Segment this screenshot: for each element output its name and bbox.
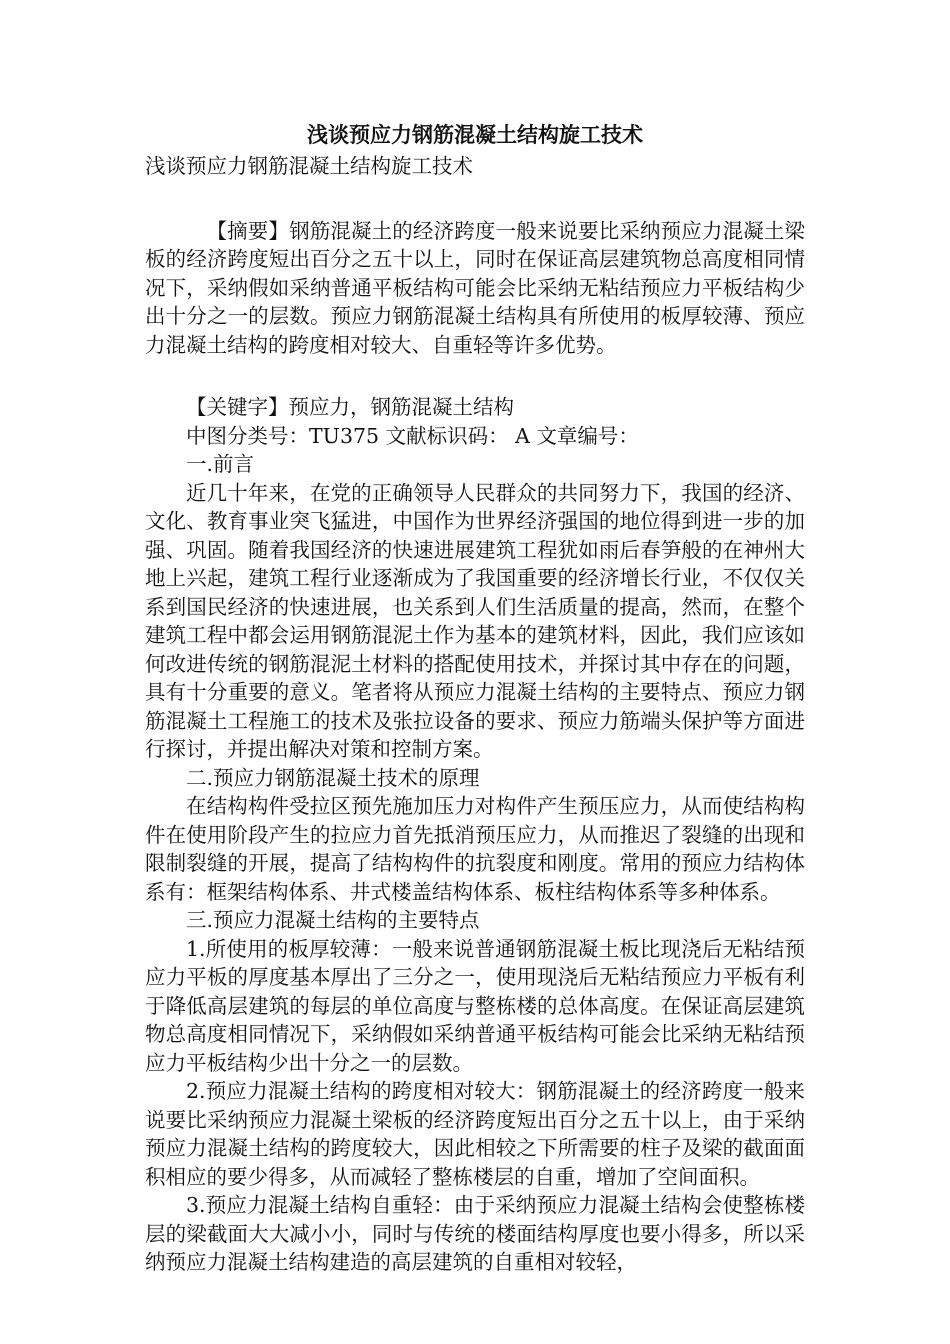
section-heading-principle: 二.预应力钢筋混凝土技术的原理 bbox=[186, 765, 480, 790]
document-subtitle: 浅谈预应力钢筋混凝土结构旋工技术 bbox=[145, 154, 473, 178]
feature-point-2: 2.预应力混凝土结构的跨度相对较大：钢筋混凝土的经济跨度一般来说要比采纳预应力混凝土梁板的经济跨度短出百分之五十以上，由于采纳预应力混凝土结构的跨度较大，因此相较之下所需要的柱子及梁的截面面积相应的要少得多，从而减轻了整栋楼层的自重，增加了空间面积。 bbox=[145, 1079, 805, 1189]
principle-paragraph: 在结构构件受拉区预先施加压力对构件产生预压应力，从而使结构构件在使用阶段产生的拉应力首先抵消预压应力，从而推迟了裂缝的出现和限制裂缝的开展，提高了结构构件的抗裂度和刚度。常用的预应力结构体系有：框架结构体系、井式楼盖结构体系、板柱结构体系等多种体系。 bbox=[145, 794, 805, 904]
keywords-line: 【关键字】预应力，钢筋混凝土结构 bbox=[186, 395, 514, 419]
feature-point-1: 1.所使用的板厚较薄：一般来说普通钢筋混凝土板比现浇后无粘结预应力平板的厚度基本厚出了三分之一，使用现浇后无粘结预应力平板有利于降低高层建筑的每层的单位高度与整栋楼的总体高度。在保证高层建筑物总高度相同情况下，采纳假如采纳普通平板结构可能会比采纳无粘结预应力平板结构少出十分之一的层数。 bbox=[145, 936, 805, 1075]
section-heading-features: 三.预应力混凝土结构的主要特点 bbox=[186, 908, 480, 932]
blank-line bbox=[145, 359, 805, 393]
document-title: 浅谈预应力钢筋混凝土结构旋工技术 bbox=[307, 122, 643, 147]
section-heading-preface: 一.前言 bbox=[186, 452, 255, 476]
blank-line bbox=[145, 181, 805, 217]
feature-point-3: 3.预应力混凝土结构自重轻：由于采纳预应力混凝土结构会使整栋楼层的梁截面大大减小小，同时与传统的楼面结构厚度也要小得多，所以采纳预应力混凝土结构建造的高层建筑的自重相对较轻， bbox=[145, 1193, 805, 1274]
document-body bbox=[145, 120, 805, 1277]
preface-paragraph: 近几十年来，在党的正确领导人民群众的共同努力下，我国的经济、文化、教育事业突飞猛进，中国作为世界经济强国的地位得到进一步的加强、巩固。随着我国经济的快速进展建筑工程犹如雨后春笋般的在神州大地上兴起，建筑工程行业逐渐成为了我国重要的经济增长行业，不仅仅关系到国民经济的快速进展，也关系到人们生活质量的提高，然而，在整个建筑工程中都会运用钢筋混泥土作为基本的建筑材料，因此，我们应该如何改进传统的钢筋混泥土材料的搭配使用技术，并探讨其中存在的问题，具有十分重要的意义。笔者将从预应力混凝土结构的主要特点、预应力钢筋混凝土工程施工的技术及张拉设备的要求、预应力筋端头保护等方面进行探讨，并提出解决对策和控制方案。 bbox=[145, 480, 805, 761]
abstract-paragraph: 【摘要】钢筋混凝土的经济跨度一般来说要比采纳预应力混凝土梁板的经济跨度短出百分之五十以上，同时在保证高层建筑物总高度相同情况下，采纳假如采纳普通平板结构可能会比采纳无粘结预应力平板结构少出十分之一的层数。预应力钢筋混凝土结构具有所使用的板厚较薄、预应力混凝土结构的跨度相对较大、自重轻等许多优势。 bbox=[145, 218, 805, 357]
classification-line: 中图分类号：TU375 文献标识码： A 文章编号： bbox=[186, 423, 639, 448]
